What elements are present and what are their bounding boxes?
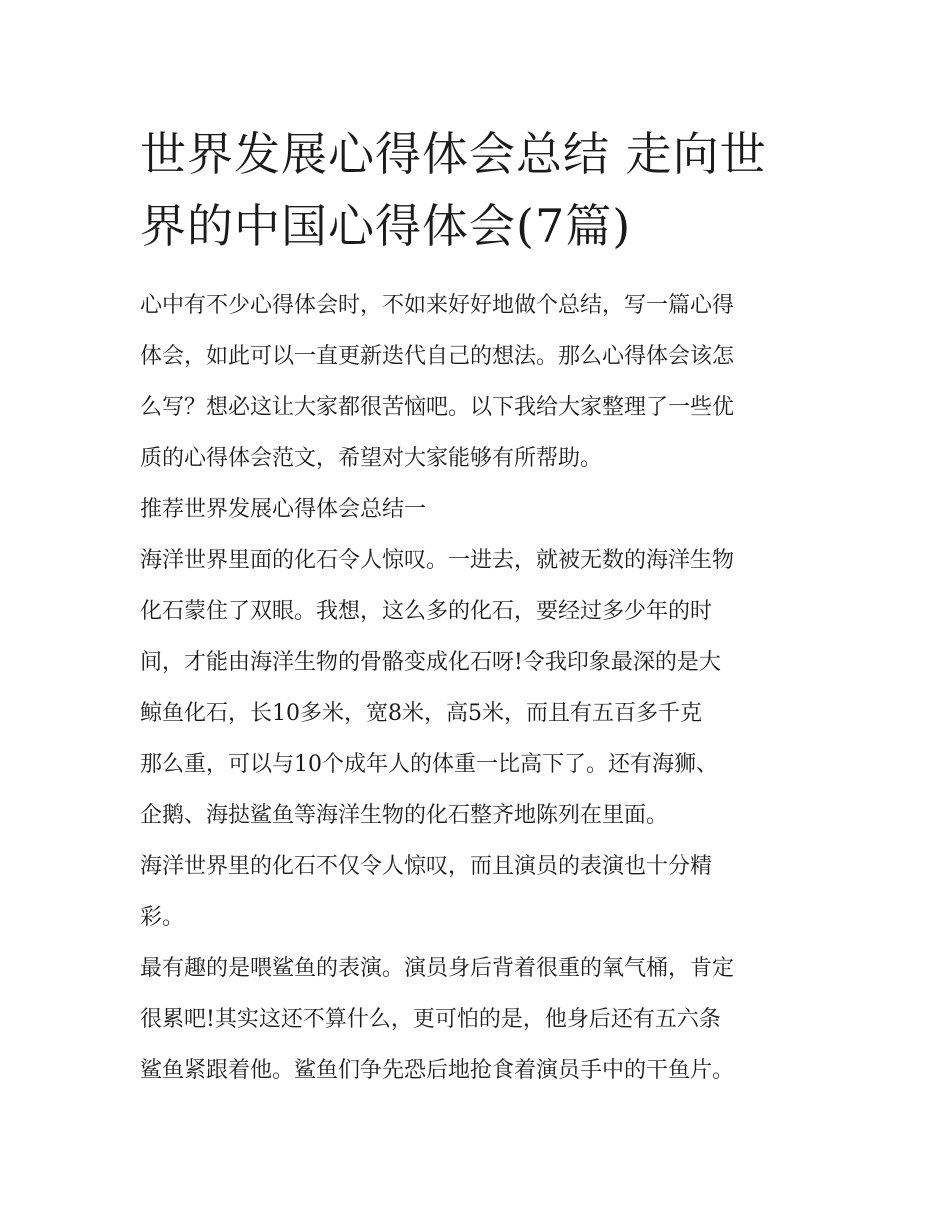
text-line: 那么重，可以与10个成年人的体重一比高下了。还有海狮、: [140, 752, 718, 777]
text-line: 企鹅、海挞鲨鱼等海洋生物的化石整齐地陈列在里面。: [140, 803, 669, 828]
text-line: 海洋世界里面的化石令人惊叹。一进去，就被无数的海洋生物: [140, 548, 735, 573]
intro-paragraph: [140, 280, 830, 484]
document-title: [140, 118, 820, 262]
title-line: 界的中国心得体会(7篇): [140, 199, 632, 253]
paragraph-shark-feeding: [140, 943, 830, 1096]
text-line: 鲸鱼化石，长10多米，宽8米，高5米，而且有五百多千克: [140, 701, 702, 726]
text-line: 体会，如此可以一直更新迭代自己的想法。那么心得体会该怎: [140, 344, 735, 369]
paragraph-fossils: [140, 535, 830, 841]
text-line: 化石蒙住了双眼。我想，这么多的化石，要经过多少年的时: [140, 599, 713, 624]
paragraph-performance: [140, 841, 830, 943]
text-line: 质的心得体会范文，希望对大家能够有所帮助。: [140, 446, 603, 471]
text-line: 很累吧!其实这还不算什么，更可怕的是，他身后还有五六条: [140, 1007, 721, 1032]
text-line: 间，才能由海洋生物的骨骼变成化石呀!令我印象最深的是大: [140, 650, 721, 675]
section-heading: [140, 484, 830, 535]
document-body: [140, 280, 830, 1096]
text-line: 心中有不少心得体会时，不如来好好地做个总结，写一篇心得: [140, 293, 735, 318]
text-line: 么写？想必这让大家都很苦恼吧。以下我给大家整理了一些优: [140, 395, 735, 420]
text-line: 鲨鱼紧跟着他。鲨鱼们争先恐后地抢食着演员手中的干鱼片。: [140, 1058, 735, 1083]
text-line: 最有趣的是喂鲨鱼的表演。演员身后背着很重的氧气桶，肯定: [140, 956, 735, 981]
text-line: 海洋世界里的化石不仅令人惊叹，而且演员的表演也十分精: [140, 854, 713, 879]
text-line: 推荐世界发展心得体会总结一: [140, 497, 427, 522]
text-line: 彩。: [140, 905, 185, 930]
title-line: 世界发展心得体会总结 走向世: [140, 127, 767, 181]
